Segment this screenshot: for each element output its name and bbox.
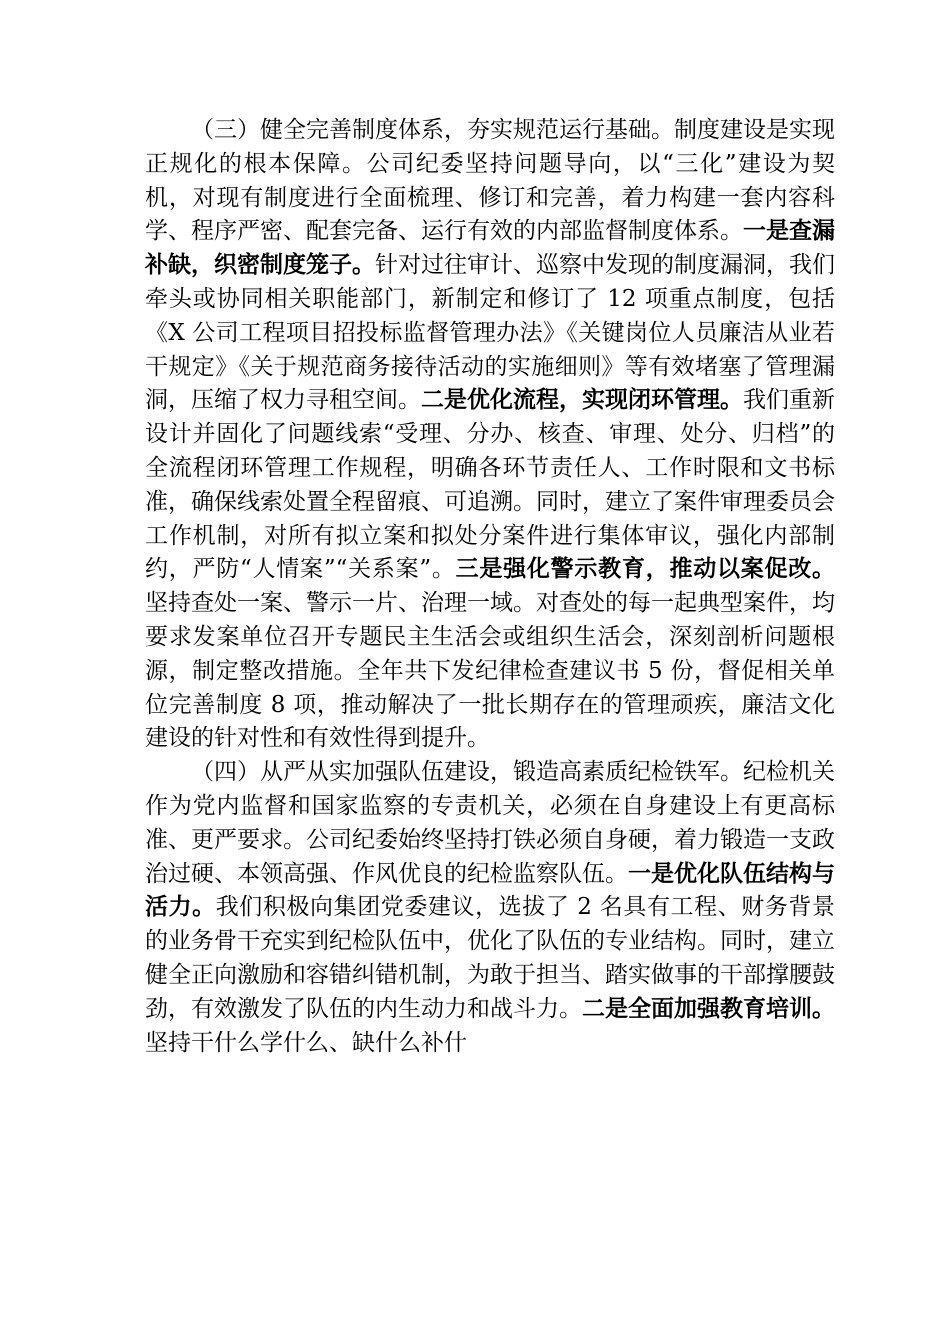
paragraph-text: 我们积极向集团党委建议，选拔了 2 名具有工程、财务背景的业务骨干充实到纪检队伍中，优化了队伍的专业结构。同时，建立健全正向激励和容错纠错机制，为敢于担当、踏实做事的干部撑腰鼓劲，有效激发了队伍的内生动力和战斗力。	[145, 894, 835, 1022]
bold-heading-warning-education: 三是强化警示教育，推动以案促改。	[455, 556, 835, 583]
bold-heading-team-structure: 一是优化队伍结构与活力。	[145, 860, 835, 921]
paragraph-text: （三）健全完善制度体系，夯实规范运行基础。制度建设是实现正规化的根本保障。公司纪委坚持问题导向，以“三化”建设为契机，对现有制度进行全面梳理、修订和完善，着力构建一套内容科学、程序严密、配套完备、运行有效的内部监督制度体系。	[145, 117, 835, 245]
paragraph-institution-system	[145, 114, 835, 756]
paragraph-team-building	[145, 756, 835, 1060]
paragraph-text: 我们重新设计并固化了问题线索“受理、分办、核查、审理、处分、归档”的全流程闭环管理工作规程，明确各环节责任人、工作时限和文书标准，确保线索处置全程留痕、可追溯。同时，建立了案件审理委员会工作机制，对所有拟立案和拟处分案件进行集体审议，强化内部制约，严防“人情案”“关系案”。	[145, 387, 835, 583]
paragraph-text: 针对过往审计、巡察中发现的制度漏洞，我们牵头或协同相关职能部门，新制定和修订了 12 项重点制度，包括《X 公司工程项目招投标监督管理办法》《关键岗位人员廉洁从业若干规定》《关于规范商务接待活动的实施细则》等有效堵塞了管理漏洞，压缩了权力寻租空间。	[145, 252, 835, 414]
document-body	[145, 114, 835, 1060]
bold-heading-optimize-process: 二是优化流程，实现闭环管理。	[421, 387, 743, 414]
paragraph-text: （四）从严从实加强队伍建设，锻造高素质纪检铁军。纪检机关作为党内监督和国家监察的专责机关，必须在自身建设上有更高标准、更严要求。公司纪委始终坚持打铁必须自身硬，着力锻造一支政治过硬、本领高强、作风优良的纪检监察队伍。	[145, 759, 835, 887]
paragraph-text: 坚持查处一案、警示一片、治理一域。对查处的每一起典型案件，均要求发案单位召开专题民主生活会或组织生活会，深刻剖析问题根源，制定整改措施。全年共下发纪律检查建议书 5 份，督促相关单位完善制度 8 项，推动解决了一批长期存在的管理顽疾，廉洁文化建设的针对性和有效性得到提升。	[145, 590, 835, 752]
paragraph-text: 坚持干什么学什么、缺什么补什	[145, 1029, 467, 1056]
bold-heading-training: 二是全面加强教育培训。	[582, 995, 835, 1022]
bold-heading-fill-gaps: 一是查漏补缺，织密制度笼子。	[145, 218, 835, 279]
